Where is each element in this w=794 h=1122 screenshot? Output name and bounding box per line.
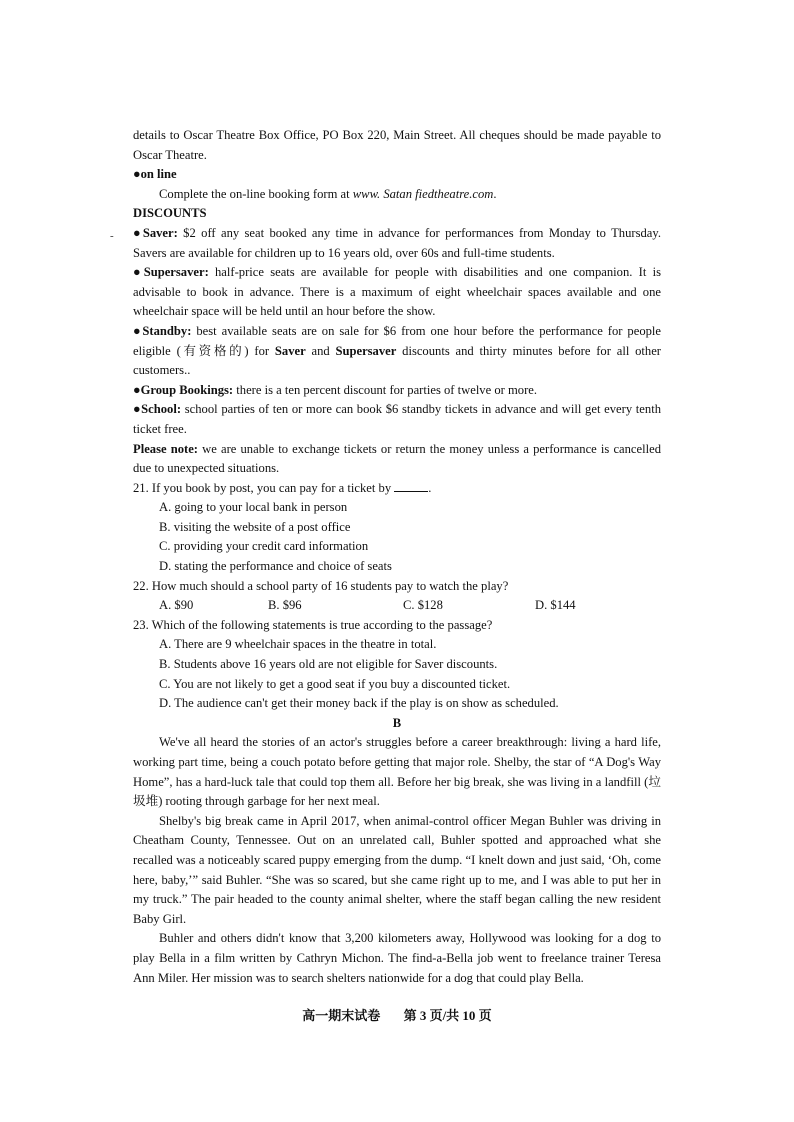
margin-mark: - <box>110 230 114 242</box>
passage-b-paragraph-2: Shelby's big break came in April 2017, when animal-control officer Megan Buhler was driving in Cheatham County, Tennessee. Out on an unrelated call, Buhler spotted and approached what she recalled was a noticeably scared puppy emerging from the dump. “I knelt down and just said, ‘Oh, come here, baby,’” said Buhler. “She was so scared, but she came right up to me, and I was able to put her in my truck.” The pair headed to the county animal shelter, where the staff began calling the new resident Baby Girl. <box>133 813 661 926</box>
group-item <box>133 381 661 401</box>
q21-option-a: A. going to your local bank in person <box>159 500 348 515</box>
footer-page-info: 第 3 页/共 10 页 <box>403 1008 492 1023</box>
school-item <box>133 400 661 439</box>
footer-exam-name: 高一期末试卷 <box>302 1008 381 1023</box>
question-23: 23. Which of the following statements is true according to the passage? <box>133 617 493 632</box>
standby-saver: Saver <box>274 343 306 358</box>
q22-options <box>133 596 661 616</box>
note-item <box>133 440 661 479</box>
saver-label: ●Saver: <box>133 225 178 240</box>
passage-b-paragraph-3: Buhler and others didn't know that 3,200 kilometers away, Hollywood was looking for a dog to play Bella in a film written by Cathryn Michon. The find-a-Bella job went to freelance trainer Teresa Ann Miler. Her mission was to search shelters nationwide for a dog that could play Bella. <box>133 931 661 985</box>
question-22: 22. How much should a school party of 16 students pay to watch the play? <box>133 578 509 593</box>
booking-post-tail: details to Oscar Theatre Box Office, PO Box 220, Main Street. All cheques should be made payable to Oscar Theatre. <box>133 128 661 162</box>
note-label: Please note: <box>133 441 198 456</box>
q21-option-b: B. visiting the website of a post office <box>159 519 351 534</box>
q21-stem-end: . <box>428 480 432 495</box>
standby-text-2: discounts and thirty minutes before for all other customers.. <box>133 343 661 378</box>
answer-blank <box>394 479 428 492</box>
q23-option-b: B. Students above 16 years old are not eligible for Saver discounts. <box>159 657 498 672</box>
saver-text: $2 off any seat booked any time in advance for performances from Monday to Thursday. Savers are available for children up to 16 years old, over 60s and full-time students. <box>133 225 662 260</box>
discounts-heading: DISCOUNTS <box>133 206 207 221</box>
standby-text-1: best available seats are on sale for $6 from one hour before the performance for people eligible (有资格的) for <box>133 323 661 358</box>
supersaver-item <box>133 263 661 322</box>
q21-option-c: C. providing your credit card information <box>159 539 369 554</box>
page-content <box>133 126 661 988</box>
q22-option-d: D. $144 <box>535 598 576 613</box>
group-label: ●Group Bookings: <box>133 382 234 397</box>
page-footer <box>0 1005 794 1024</box>
q23-option-c: C. You are not likely to get a good seat if you buy a discounted ticket. <box>159 676 511 691</box>
note-text: we are unable to exchange tickets or return the money unless a performance is cancelled due to unexpected situations. <box>133 441 661 476</box>
question-21 <box>133 479 661 499</box>
standby-item <box>133 322 661 381</box>
group-text: there is a ten percent discount for parties of twelve or more. <box>233 382 538 397</box>
supersaver-text: half-price seats are available for people with disabilities and one companion. It is advisable to book in advance. There is a maximum of eight wheelchair spaces available and one wheelchair space will be held until an hour before the show. <box>133 265 661 319</box>
q21-stem: 21. If you book by post, you can pay for a ticket by <box>133 480 392 495</box>
school-label: ●School: <box>133 402 182 417</box>
q22-option-c: C. $128 <box>403 598 443 613</box>
online-text-suffix: . <box>493 186 497 201</box>
q22-option-a: A. $90 <box>159 598 194 613</box>
online-text-prefix: Complete the on-line booking form at <box>159 186 353 201</box>
q23-option-d: D. The audience can't get their money back if the play is on show as scheduled. <box>159 696 559 711</box>
online-heading: ●on line <box>133 167 177 182</box>
q22-option-b: B. $96 <box>268 598 302 613</box>
standby-and: and <box>305 343 336 358</box>
saver-item <box>133 224 661 263</box>
standby-label: ●Standby: <box>133 323 192 338</box>
standby-supersaver: Supersaver <box>335 343 397 358</box>
passage-b-heading: B <box>392 715 402 730</box>
school-text: school parties of ten or more can book $6 standby tickets in advance and will get every tenth ticket free. <box>133 402 661 436</box>
q23-option-a: A. There are 9 wheelchair spaces in the theatre in total. <box>159 637 437 652</box>
passage-b-paragraph-1: We've all heard the stories of an actor's struggles before a career breakthrough: living a hard life, working part time, being a couch potato before getting that major role. Shelby, the star of “A Dog's Way Home”, has a hard-luck tale that could top them all. Before her big break, she was living in a landfill (垃圾堆) rooting through garbage for her next meal. <box>133 735 661 809</box>
online-text <box>133 185 661 205</box>
q21-option-d: D. stating the performance and choice of seats <box>159 559 392 574</box>
online-url: www. Satan fiedtheatre.com <box>352 186 494 201</box>
supersaver-label: ●Supersaver: <box>133 265 209 280</box>
